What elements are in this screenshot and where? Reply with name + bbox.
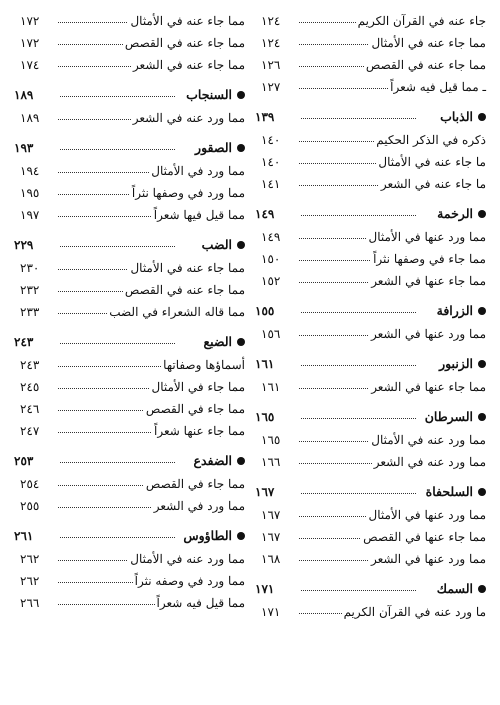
entry-label: مما جاء عنها في الشعر <box>371 380 486 394</box>
entry-label: مما قيل فيه شعراً <box>156 596 245 610</box>
page-number: ٢٤٦ <box>20 402 40 416</box>
entry-label: مما جاء عنها في الشعر <box>371 274 486 288</box>
page-number: ١٨٩ <box>14 88 34 102</box>
entry-label: مما ورد عنها في الشعر <box>370 327 486 341</box>
page-number: ١٩٥ <box>20 186 40 200</box>
page-number: ١٥٥ <box>255 304 275 318</box>
entry-label: مما جاء في القصص <box>145 477 245 491</box>
page-number: ١٨٩ <box>20 111 40 125</box>
bullet-icon <box>237 144 245 152</box>
bullet-icon <box>237 457 245 465</box>
entry-label: مما ورد في الشعر <box>153 499 245 513</box>
toc-entry <box>14 10 245 32</box>
page-number: ١٦٦ <box>261 455 281 469</box>
page-number: ١٦٧ <box>261 530 281 544</box>
entry-label: مما قيل فيها شعراً <box>153 208 245 222</box>
toc-section-heading <box>14 331 245 354</box>
page-number: ٢٣٣ <box>20 305 40 319</box>
toc-entry <box>255 76 486 98</box>
page-number: ١٩٣ <box>14 141 34 155</box>
section-gap <box>14 323 245 331</box>
entry-label: ما ورد عنه في القرآن الكريم <box>343 605 486 619</box>
toc-entry <box>14 257 245 279</box>
page-number: ١٩٤ <box>20 164 40 178</box>
section-gap <box>255 398 486 406</box>
dot-leader <box>60 246 175 247</box>
entry-label: مما ورد في وصفها نثراً <box>131 186 245 200</box>
entry-label: مما ورد عنه في الأمثال <box>371 433 486 447</box>
dot-leader <box>60 343 175 344</box>
toc-entry <box>255 270 486 292</box>
page-number: ٢٦٢ <box>20 574 40 588</box>
heading-label: الضب <box>201 237 232 252</box>
toc-entry <box>14 548 245 570</box>
page-number: ١٥٢ <box>261 274 281 288</box>
entry-label: مما جاء عنه في الشعر <box>132 58 245 72</box>
page-number: ٢٥٥ <box>20 499 40 513</box>
page-number: ١٤٠ <box>261 133 281 147</box>
section-gap <box>14 442 245 450</box>
page-number: ١٦١ <box>255 357 275 371</box>
bullet-icon <box>478 307 486 315</box>
section-gap <box>255 473 486 481</box>
bullet-icon <box>478 488 486 496</box>
section-gap <box>14 129 245 137</box>
page-number: ١٦٥ <box>255 410 275 424</box>
toc-entry <box>255 151 486 173</box>
dot-leader <box>60 537 175 538</box>
entry-label: مما ورد في الأمثال <box>151 164 245 178</box>
toc-section-heading <box>255 481 486 504</box>
toc-entry <box>255 548 486 570</box>
toc-column-left <box>14 10 245 614</box>
toc-entry <box>14 107 245 129</box>
entry-label: مما جاء عنه في القصص <box>124 283 245 297</box>
section-gap <box>255 570 486 578</box>
toc-entry <box>14 54 245 76</box>
toc-section-heading <box>255 300 486 323</box>
bullet-icon <box>478 210 486 218</box>
toc-entry <box>14 495 245 517</box>
bullet-icon <box>478 585 486 593</box>
page-number: ١٤٩ <box>255 207 275 221</box>
heading-label: الصقور <box>195 140 232 155</box>
page-number: ١٤٠ <box>261 155 281 169</box>
entry-label: مما ورد عنها في الأمثال <box>368 230 486 244</box>
heading-label: السرطان <box>424 409 473 424</box>
toc-section-heading <box>14 137 245 160</box>
entry-label: مما ورد عنه في الشعر <box>132 111 245 125</box>
page-number: ٢٣٢ <box>20 283 40 297</box>
heading-label: الزرافة <box>436 303 473 318</box>
dot-leader <box>60 96 175 97</box>
page-number: ٢٦١ <box>14 529 34 543</box>
entry-label: ما جاء عنه في الشعر <box>380 177 486 191</box>
page-number: ١٧٤ <box>20 58 40 72</box>
heading-label: السمك <box>436 581 473 596</box>
dot-leader <box>60 149 175 150</box>
page-number: ١٢٧ <box>261 80 281 94</box>
page-number: ١٣٩ <box>255 110 275 124</box>
toc-entry <box>255 173 486 195</box>
page-number: ١٢٤ <box>261 14 281 28</box>
toc-section-heading <box>255 578 486 601</box>
page-number: ١٦٧ <box>255 485 275 499</box>
toc-entry <box>255 248 486 270</box>
entry-label: مما قاله الشعراء في الضب <box>109 305 245 319</box>
toc-section-heading <box>14 84 245 107</box>
page-number: ١٤١ <box>261 177 281 191</box>
section-gap <box>14 226 245 234</box>
toc-entry <box>255 451 486 473</box>
page-number: ١٢٤ <box>261 36 281 50</box>
toc-entry <box>14 32 245 54</box>
entry-label: ذكره في الذكر الحكيم <box>376 133 486 147</box>
bullet-icon <box>237 338 245 346</box>
page-number: ٢٥٣ <box>14 454 34 468</box>
entry-label: مما جاء عنه في القصص <box>124 36 245 50</box>
section-gap <box>255 98 486 106</box>
toc-entry <box>255 526 486 548</box>
page-number: ٢٤٥ <box>20 380 40 394</box>
toc-section-heading <box>14 234 245 257</box>
heading-label: الزنبور <box>439 356 473 371</box>
page-number: ٢٦٦ <box>20 596 40 610</box>
section-gap <box>255 292 486 300</box>
page-number: ٢٤٣ <box>20 358 40 372</box>
heading-label: الطاؤوس <box>183 528 232 543</box>
section-gap <box>255 345 486 353</box>
toc-entry <box>14 398 245 420</box>
entry-label: ـ مما قيل فيه شعراً <box>390 80 486 94</box>
entry-label: مما جاء عنها في القصص <box>363 530 486 544</box>
page-number: ١٥٦ <box>261 327 281 341</box>
heading-label: السنجاب <box>186 87 232 102</box>
heading-label: الرخمة <box>437 206 473 221</box>
dot-leader <box>301 118 416 119</box>
toc-entry <box>255 376 486 398</box>
dot-leader <box>301 590 416 591</box>
toc-entry <box>255 10 486 32</box>
dot-leader <box>301 418 416 419</box>
toc-entry <box>14 182 245 204</box>
entry-label: مما ورد عنها في الشعر <box>370 552 486 566</box>
section-gap <box>255 195 486 203</box>
bullet-icon <box>478 113 486 121</box>
entry-label: أسماؤها وصفاتها <box>163 358 245 372</box>
toc-entry <box>255 323 486 345</box>
toc-column-right <box>255 10 486 623</box>
entry-label: مما ورد عنه في الشعر <box>373 455 486 469</box>
toc-entry <box>255 129 486 151</box>
bullet-icon <box>478 360 486 368</box>
entry-label: مما جاء عنه في الأمثال <box>130 14 245 28</box>
toc-entry <box>14 279 245 301</box>
toc-section-heading <box>255 106 486 129</box>
section-gap <box>14 76 245 84</box>
page-number: ١٥٠ <box>261 252 281 266</box>
entry-label: مما ورد عنها في الأمثال <box>368 508 486 522</box>
bullet-icon <box>478 413 486 421</box>
toc-entry <box>255 32 486 54</box>
page-number: ٢٥٤ <box>20 477 40 491</box>
dot-leader <box>301 215 416 216</box>
entry-label: مما جاء عنه في الأمثال <box>130 261 245 275</box>
entry-label: مما جاء عنها شعراً <box>154 424 245 438</box>
heading-label: الضبع <box>203 334 232 349</box>
page-number: ١٤٩ <box>261 230 281 244</box>
toc-section-heading <box>255 406 486 429</box>
toc-entry <box>14 592 245 614</box>
toc-entry <box>14 420 245 442</box>
dot-leader <box>60 462 175 463</box>
entry-label: مما جاء في الأمثال <box>151 380 245 394</box>
section-gap <box>14 517 245 525</box>
page-number: ٢٢٩ <box>14 238 34 252</box>
toc-entry <box>14 204 245 226</box>
toc-entry <box>14 301 245 323</box>
page-number: ١٦٨ <box>261 552 281 566</box>
toc-entry <box>14 570 245 592</box>
page-number: ٢٣٠ <box>20 261 40 275</box>
toc-section-heading <box>14 450 245 473</box>
page-number: ١٢٦ <box>261 58 281 72</box>
dot-leader <box>301 312 416 313</box>
entry-label: جاء عنه في القرآن الكريم <box>357 14 486 28</box>
entry-label: مما جاء في القصص <box>145 402 245 416</box>
toc-entry <box>255 429 486 451</box>
page-number: ١٦٥ <box>261 433 281 447</box>
page-number: ١٩٧ <box>20 208 40 222</box>
page-number: ٢٤٣ <box>14 335 34 349</box>
toc-entry <box>255 504 486 526</box>
entry-label: ما جاء عنه في الأمثال <box>378 155 486 169</box>
heading-label: الضفدع <box>193 453 232 468</box>
toc-section-heading <box>255 203 486 226</box>
heading-label: الذباب <box>440 109 473 124</box>
page-number: ٢٤٧ <box>20 424 40 438</box>
toc-section-heading <box>255 353 486 376</box>
dot-leader <box>301 365 416 366</box>
entry-label: مما جاء عنه في القصص <box>365 58 486 72</box>
page-number: ١٧٢ <box>20 14 40 28</box>
page-number: ١٧١ <box>255 582 275 596</box>
page-number: ١٧٢ <box>20 36 40 50</box>
page-number: ١٦١ <box>261 380 281 394</box>
entry-label: مما جاء عنه في الأمثال <box>371 36 486 50</box>
entry-label: مما ورد في وصفه نثراً <box>134 574 245 588</box>
entry-label: مما ورد عنه في الأمثال <box>130 552 245 566</box>
page-number: ١٦٧ <box>261 508 281 522</box>
page-number: ١٧١ <box>261 605 281 619</box>
bullet-icon <box>237 532 245 540</box>
toc-section-heading <box>14 525 245 548</box>
toc-entry <box>255 226 486 248</box>
bullet-icon <box>237 91 245 99</box>
bullet-icon <box>237 241 245 249</box>
toc-entry <box>255 54 486 76</box>
toc-entry <box>14 376 245 398</box>
entry-label: مما جاء في وصفها نثراً <box>373 252 486 266</box>
dot-leader <box>301 493 416 494</box>
heading-label: السلحفاة <box>425 484 473 499</box>
page-number: ٢٦٢ <box>20 552 40 566</box>
toc-entry <box>14 160 245 182</box>
toc-entry <box>14 473 245 495</box>
toc-entry <box>14 354 245 376</box>
toc-entry <box>255 601 486 623</box>
